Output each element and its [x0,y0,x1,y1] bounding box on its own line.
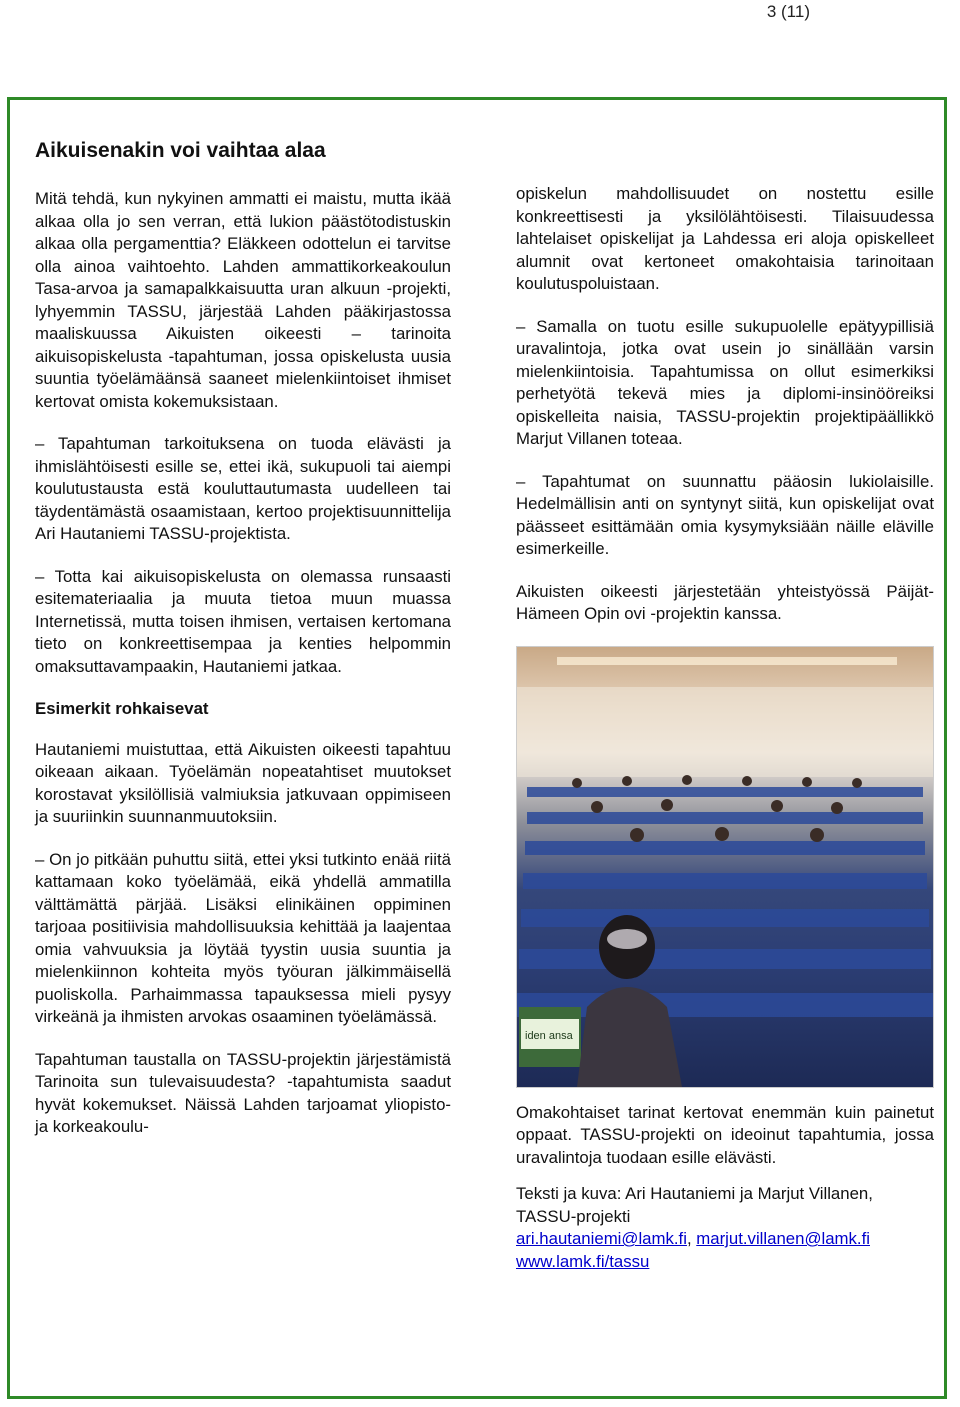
quote-paragraph-1: – Tapahtuman tarkoituksena on tuoda elävästi ja ihmislähtöisesti esille se, ettei ikä, sukupuoli tai aiempi koulutustausta estä kouluttautumasta uudelleen tai täydentämästä osaamistaan, kertoo projektisuunnittelija Ari Hautaniemi TASSU-projektista. [35,434,451,543]
section-paragraph-1: Hautaniemi muistuttaa, että Aikuisten oikeesti tapahtuu oikeaan aikaan. Työelämän nopeatahtiset muutokset korostavat yksilöllisiä valmiuksia jatkuvaan oppimiseen ja suuriinkin suunnanmuutoksiin. [35,739,451,826]
lecture-hall-photo [516,646,934,1088]
email-line [516,1228,934,1251]
article-title: Aikuisenakin voi vaihtaa alaa [35,139,326,162]
page-number: 3 (11) [766,2,810,21]
credits-line: Teksti ja kuva: Ari Hautaniemi ja Marjut Villanen, TASSU-projekti [516,1184,873,1226]
section-heading: Esimerkit rohkaisevat [35,699,209,718]
credits-block [516,1183,934,1273]
section-paragraph-3: Tapahtuman taustalla on TASSU-projektin järjestämistä Tarinoita sun tulevaisuudesta? -tapahtumista saadut hyvät kokemukset. Näissä Lahden tarjoamat yliopisto- ja korkeakoulu- [35,1049,451,1136]
website-link[interactable]: www.lamk.fi/tassu [516,1251,650,1271]
left-column [35,132,451,1159]
right-column [516,183,934,1273]
intro-paragraph: Mitä tehdä, kun nykyinen ammatti ei maistu, mutta ikää alkaa olla jo sen verran, että lukion päästötodistuskin alkaa olla pergamenttia? Eläkkeen odottelun ei tarvitse olla ainoa vaihtoehto. Lahden ammattikorkeakoulun Tasa-arvoa ja samapalkkaisuutta uran alkuun -projekti, lyhyemmin TASSU, järjestää Lahden pääkirjastossa maaliskuussa Aikuisten oikeesti – tarinoita aikuisopiskelusta -tapahtuman, jossa opiskelusta uusia suuntia työelämäänsä saaneet mielenkiintoiset ihmiset kertovat omista kokemuksistaan. [35,189,451,411]
photo-illustration [517,647,933,1087]
cooperation-paragraph: Aikuisten oikeesti järjestetään yhteistyössä Päijät-Hämeen Opin ovi -projektin kanssa. [516,581,934,623]
quote-paragraph-2: – Totta kai aikuisopiskelusta on olemassa runsaasti esitemateriaalia ja muuta tietoa muun muassa Internetissä, mutta toisen ihmisen, vertaisen kertomana tieto on konkreettisempaa ja kenties helpommin omaksuttavampaakin, Hautaniemi jatkaa. [35,566,451,676]
continued-paragraph: opiskelun mahdollisuudet on nostettu esille konkreettisesti ja yksilölähtöisesti. Tilaisuudessa lahtelaiset opiskelijat ja Lahdessa eri aloja opiskelleet alumnit ovat kertoneet omakohtaisia tarinoitaan koulutuspoluistaan. [516,184,934,293]
email-separator: , [686,1229,697,1248]
quote-paragraph-4: – Tapahtumat on suunnattu pääosin lukiolaisille. Hedelmällisin anti on syntynyt siitä, kun opiskelijat ovat päässeet esittämään omia kysymyksiään näille eläville esimerkeille. [516,471,934,558]
email-link-1[interactable]: ari.hautaniemi@lamk.fi [516,1229,687,1248]
screen-text: iden ansa [525,1029,573,1042]
email-link-2[interactable]: marjut.villanen@lamk.fi [696,1229,870,1248]
photo-caption: Omakohtaiset tarinat kertovat enemmän kuin painetut oppaat. TASSU-projekti on ideoinut tapahtumia, jossa uravalintoja tuodaan esille elävästi. [516,1102,934,1167]
section-paragraph-2: – On jo pitkään puhuttu siitä, ettei yksi tutkinto enää riitä kattamaan koko työelämää, eikä yhdellä ammatilla välttämättä pärjää. Lisäksi elinikäinen oppiminen tarjoaa positiivisia mahdollisuuksia kehittää ja laajentaa omia vahvuuksia ja löytää tyystin uusia suuntia ja mielenkiinnon kohteita myös työuran jälkimmäisellä puoliskolla. Parhaimmassa tapauksessa mieli pysyy virkeänä ja ihmisten arvokas osaaminen työelämässä. [35,849,451,1026]
quote-paragraph-3: – Samalla on tuotu esille sukupuolelle epätyypillisiä uravalintoja, jotka ovat usein jo sinällään varsin mielenkiintoisia. Tapahtumissa on ollut esimerkiksi perhetyötä tekevä mies ja diplomi-insinööreiksi opiskelleita naisia, TASSU-projektin projektipäällikkö Marjut Villanen toteaa. [516,316,934,448]
